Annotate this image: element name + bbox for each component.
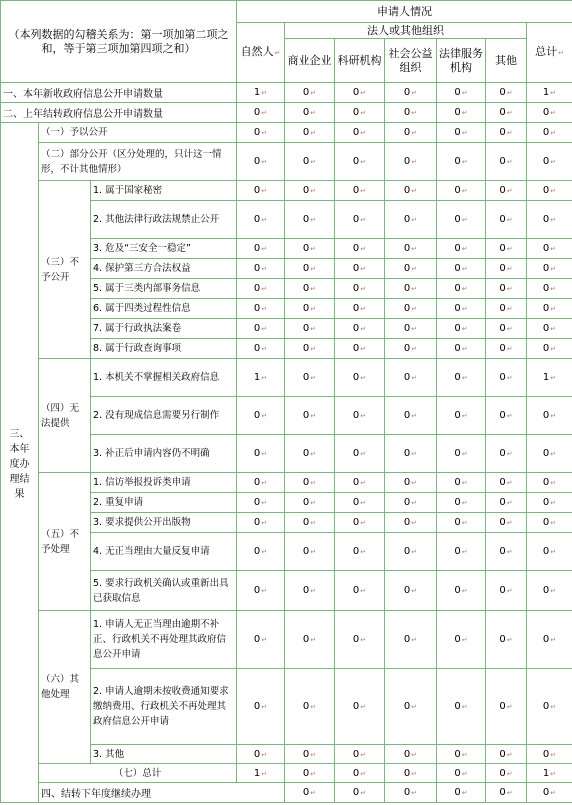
value-cell: 0↵ [486, 359, 527, 397]
col-natural: 自然人↵ [237, 23, 285, 83]
row-label: 1. 属于国家秘密 [91, 181, 237, 201]
col-research: 科研机构 [335, 39, 385, 83]
value-cell: 0↵ [527, 397, 572, 435]
value-cell: 0↵ [437, 571, 486, 611]
row-label: 2. 重复申请 [91, 493, 237, 513]
value-cell: 0↵ [335, 571, 385, 611]
table-row [1, 83, 572, 103]
table-row [1, 611, 572, 669]
row-label: 1. 信访举报投诉类申请 [91, 473, 237, 493]
value-cell: 0↵ [285, 201, 335, 239]
value-cell: 0↵ [385, 533, 437, 571]
value-cell: 1↵ [527, 359, 572, 397]
value-cell: 1↵ [527, 764, 572, 783]
row-label: 6. 属于四类过程性信息 [91, 299, 237, 319]
value-cell: 0↵ [486, 239, 527, 259]
value-cell: 0↵ [335, 279, 385, 299]
section-3-label: 三、本年度办理结果 [1, 123, 39, 803]
value-cell: 0↵ [285, 435, 335, 473]
value-cell: 0↵ [385, 669, 437, 745]
value-cell: 0↵ [437, 143, 486, 181]
value-cell: 0↵ [486, 339, 527, 359]
value-cell: 0↵ [437, 473, 486, 493]
value-cell: 0↵ [527, 103, 572, 123]
table-row [1, 181, 572, 201]
col-other: 其他 [486, 39, 527, 83]
value-cell: 0↵ [527, 571, 572, 611]
value-cell: 1↵ [527, 83, 572, 103]
value-cell: 0↵ [437, 611, 486, 669]
value-cell: 0↵ [385, 103, 437, 123]
value-cell: 0↵ [335, 319, 385, 339]
value-cell: 0↵ [437, 359, 486, 397]
value-cell: 0↵ [285, 669, 335, 745]
value-cell: 0↵ [237, 397, 285, 435]
value-cell: 0↵ [486, 783, 527, 803]
value-cell: 0↵ [335, 513, 385, 533]
value-cell: 0↵ [335, 181, 385, 201]
value-cell: 0↵ [486, 123, 527, 143]
value-cell: 0↵ [437, 181, 486, 201]
value-cell: 0↵ [527, 783, 572, 803]
value-cell: 0↵ [285, 103, 335, 123]
value-cell: 0↵ [335, 764, 385, 783]
value-cell: 0↵ [437, 339, 486, 359]
value-cell: 0↵ [527, 435, 572, 473]
value-cell: 0↵ [527, 201, 572, 239]
value-cell: 0↵ [285, 359, 335, 397]
value-cell: 0↵ [237, 279, 285, 299]
value-cell: 0↵ [385, 201, 437, 239]
value-cell: 0↵ [385, 611, 437, 669]
row-label: 7. 属于行政执法案卷 [91, 319, 237, 339]
value-cell: 0↵ [437, 103, 486, 123]
value-cell: 0↵ [237, 143, 285, 181]
value-cell: 0↵ [385, 259, 437, 279]
value-cell: 0↵ [437, 745, 486, 764]
value-cell: 0↵ [486, 259, 527, 279]
value-cell: 0↵ [237, 669, 285, 745]
col-social: 社会公益组织 [385, 39, 437, 83]
value-cell: 0↵ [385, 473, 437, 493]
value-cell: 0↵ [237, 239, 285, 259]
value-cell: 0↵ [527, 493, 572, 513]
value-cell: 0↵ [335, 339, 385, 359]
row-label: 1. 本机关不掌握相关政府信息 [91, 359, 237, 397]
value-cell: 0↵ [335, 123, 385, 143]
value-cell: 0↵ [335, 259, 385, 279]
value-cell: 0↵ [385, 571, 437, 611]
value-cell: 0↵ [285, 611, 335, 669]
value-cell: 0↵ [527, 339, 572, 359]
value-cell: 0↵ [335, 299, 385, 319]
value-cell: 0↵ [486, 83, 527, 103]
value-cell: 0↵ [237, 493, 285, 513]
value-cell: 0↵ [385, 435, 437, 473]
value-cell: 0↵ [335, 397, 385, 435]
col-legal-service: 法律服务机构 [437, 39, 486, 83]
value-cell: 0↵ [335, 493, 385, 513]
row-label: 5. 要求行政机关确认或重新出具已获取信息 [91, 571, 237, 611]
value-cell: 0↵ [335, 143, 385, 181]
value-cell: 0↵ [385, 239, 437, 259]
value-cell: 0↵ [335, 103, 385, 123]
table-row [1, 473, 572, 493]
value-cell: 0↵ [237, 299, 285, 319]
value-cell: 0↵ [527, 319, 572, 339]
value-cell: 0↵ [237, 533, 285, 571]
value-cell: 0↵ [437, 259, 486, 279]
value-cell: 0↵ [335, 533, 385, 571]
value-cell: 0↵ [486, 279, 527, 299]
value-cell: 0↵ [527, 279, 572, 299]
value-cell: 0↵ [527, 669, 572, 745]
value-cell: 0↵ [285, 339, 335, 359]
value-cell: 0↵ [527, 473, 572, 493]
header-legal: 法人或其他组织 [285, 23, 527, 39]
value-cell: 0↵ [285, 783, 335, 803]
value-cell: 0↵ [486, 397, 527, 435]
value-cell: 0↵ [385, 319, 437, 339]
value-cell: 0↵ [486, 745, 527, 764]
value-cell: 0↵ [285, 319, 335, 339]
row-label: 5. 属于三类内部事务信息 [91, 279, 237, 299]
value-cell: 0↵ [285, 259, 335, 279]
value-cell: 0↵ [437, 493, 486, 513]
value-cell: 0↵ [437, 239, 486, 259]
row-label: 2. 申请人逾期未按收费通知要求缴纳费用、行政机关不再处理其政府信息公开申请 [91, 669, 237, 745]
value-cell: 0↵ [486, 571, 527, 611]
value-cell: 0↵ [237, 103, 285, 123]
value-cell: 1↵ [237, 83, 285, 103]
value-cell: 0↵ [385, 359, 437, 397]
row-label: 3. 危及“三安全一稳定” [91, 239, 237, 259]
value-cell: 0↵ [527, 533, 572, 571]
value-cell: 0↵ [527, 259, 572, 279]
row-label: （七）总计 [39, 764, 237, 783]
value-cell: 0↵ [285, 513, 335, 533]
value-cell: 0↵ [335, 239, 385, 259]
value-cell: 0↵ [437, 83, 486, 103]
value-cell: 0↵ [486, 143, 527, 181]
value-cell: 0↵ [437, 435, 486, 473]
value-cell: 0↵ [437, 533, 486, 571]
row-label: 一、本年新收政府信息公开申请数量 [1, 83, 237, 103]
row-label: 4. 保护第三方合法权益 [91, 259, 237, 279]
value-cell: 0↵ [385, 783, 437, 803]
row-label: 二、上年结转政府信息公开申请数量 [1, 103, 237, 123]
header-applicant: 申请人情况 [237, 1, 572, 23]
value-cell: 0↵ [335, 783, 385, 803]
value-cell: 0↵ [486, 513, 527, 533]
col-commercial: 商业企业 [285, 39, 335, 83]
value-cell: 0↵ [385, 143, 437, 181]
value-cell: 0↵ [285, 473, 335, 493]
group-5-label: （五）不予处理 [39, 473, 91, 611]
value-cell: 0↵ [237, 513, 285, 533]
value-cell: 0↵ [335, 611, 385, 669]
group-3-label: （三）不予公开 [39, 181, 91, 359]
value-cell: 0↵ [237, 571, 285, 611]
group-6-label: （六）其他处理 [39, 611, 91, 764]
value-cell: 0↵ [437, 123, 486, 143]
value-cell: 0↵ [527, 181, 572, 201]
value-cell: 0↵ [437, 783, 486, 803]
value-cell: 0↵ [285, 299, 335, 319]
value-cell: 0↵ [385, 123, 437, 143]
value-cell: 0↵ [285, 745, 335, 764]
row-label: 3. 要求提供公开出版物 [91, 513, 237, 533]
value-cell: 0↵ [285, 533, 335, 571]
value-cell: 0↵ [237, 201, 285, 239]
value-cell: 0↵ [237, 339, 285, 359]
value-cell: 0↵ [385, 745, 437, 764]
value-cell: 0↵ [285, 397, 335, 435]
value-cell: 0↵ [237, 473, 285, 493]
value-cell: 0↵ [437, 764, 486, 783]
value-cell: 0↵ [385, 764, 437, 783]
value-cell: 0↵ [486, 493, 527, 513]
table-row [1, 783, 572, 803]
value-cell: 0↵ [527, 239, 572, 259]
value-cell: 0↵ [527, 513, 572, 533]
value-cell: 0↵ [335, 473, 385, 493]
value-cell: 0↵ [437, 669, 486, 745]
value-cell: 0↵ [385, 493, 437, 513]
value-cell: 0↵ [335, 201, 385, 239]
row-label: 3. 其他 [91, 745, 237, 764]
value-cell: 0↵ [437, 299, 486, 319]
value-cell: 0↵ [237, 259, 285, 279]
value-cell: 0↵ [437, 201, 486, 239]
row-label: 2. 没有现成信息需要另行制作 [91, 397, 237, 435]
value-cell: 0↵ [285, 83, 335, 103]
value-cell: 0↵ [486, 669, 527, 745]
value-cell: 0↵ [385, 181, 437, 201]
value-cell: 0↵ [285, 279, 335, 299]
value-cell: 0↵ [486, 319, 527, 339]
row-label: 4. 无正当理由大量反复申请 [91, 533, 237, 571]
value-cell: 0↵ [237, 123, 285, 143]
value-cell: 0↵ [285, 123, 335, 143]
value-cell: 1↵ [237, 764, 285, 783]
value-cell: 0↵ [237, 181, 285, 201]
table-row [1, 143, 572, 181]
value-cell: 0↵ [486, 201, 527, 239]
value-cell: 0↵ [335, 745, 385, 764]
row-label: （二）部分公开（区分处理的，只计这一情形，不计其他情形） [39, 143, 237, 181]
value-cell: 0↵ [486, 473, 527, 493]
table-row [1, 359, 572, 397]
value-cell: 0↵ [527, 123, 572, 143]
value-cell: 0↵ [335, 435, 385, 473]
value-cell: 0↵ [437, 319, 486, 339]
value-cell: 0↵ [237, 319, 285, 339]
row-label: 1. 申请人无正当理由逾期不补正、行政机关不再处理其政府信息公开申请 [91, 611, 237, 669]
value-cell: 0↵ [527, 611, 572, 669]
value-cell: 0↵ [486, 611, 527, 669]
value-cell: 0↵ [385, 339, 437, 359]
row-label: （一）予以公开 [39, 123, 237, 143]
value-cell: 0↵ [237, 745, 285, 764]
value-cell: 0↵ [335, 669, 385, 745]
value-cell: 0↵ [486, 181, 527, 201]
value-cell: 0↵ [385, 279, 437, 299]
value-cell: 0↵ [335, 359, 385, 397]
value-cell: 0↵ [285, 181, 335, 201]
value-cell: 0↵ [437, 397, 486, 435]
value-cell: 0↵ [385, 83, 437, 103]
row-label: 8. 属于行政查询事项 [91, 339, 237, 359]
value-cell: 0↵ [237, 611, 285, 669]
value-cell: 1↵ [237, 359, 285, 397]
value-cell: 0↵ [285, 764, 335, 783]
value-cell: 0↵ [285, 571, 335, 611]
value-cell: 0↵ [437, 279, 486, 299]
value-cell: 0↵ [385, 513, 437, 533]
value-cell: 0↵ [527, 299, 572, 319]
col-total: 总计↵ [527, 23, 572, 83]
table-row [1, 123, 572, 143]
value-cell: 0↵ [335, 83, 385, 103]
row-label: 四、结转下年度继续办理 [39, 783, 285, 803]
header-description: （本列数据的勾稽关系为：第一项加第二项之和，等于第三项加第四项之和） [1, 1, 237, 83]
value-cell: 0↵ [527, 143, 572, 181]
value-cell: 0↵ [486, 435, 527, 473]
value-cell: 0↵ [486, 764, 527, 783]
value-cell: 0↵ [385, 397, 437, 435]
value-cell: 0↵ [285, 143, 335, 181]
value-cell: 0↵ [285, 239, 335, 259]
table-row [1, 103, 572, 123]
value-cell: 0↵ [486, 299, 527, 319]
value-cell: 0↵ [237, 435, 285, 473]
value-cell: 0↵ [385, 299, 437, 319]
value-cell: 0↵ [285, 493, 335, 513]
table-row [1, 764, 572, 783]
value-cell: 0↵ [486, 533, 527, 571]
value-cell: 0↵ [486, 103, 527, 123]
value-cell: 0↵ [437, 513, 486, 533]
row-label: 3. 补正后申请内容仍不明确 [91, 435, 237, 473]
group-4-label: （四）无法提供 [39, 359, 91, 473]
row-label: 2. 其他法律行政法规禁止公开 [91, 201, 237, 239]
value-cell: 0↵ [527, 745, 572, 764]
